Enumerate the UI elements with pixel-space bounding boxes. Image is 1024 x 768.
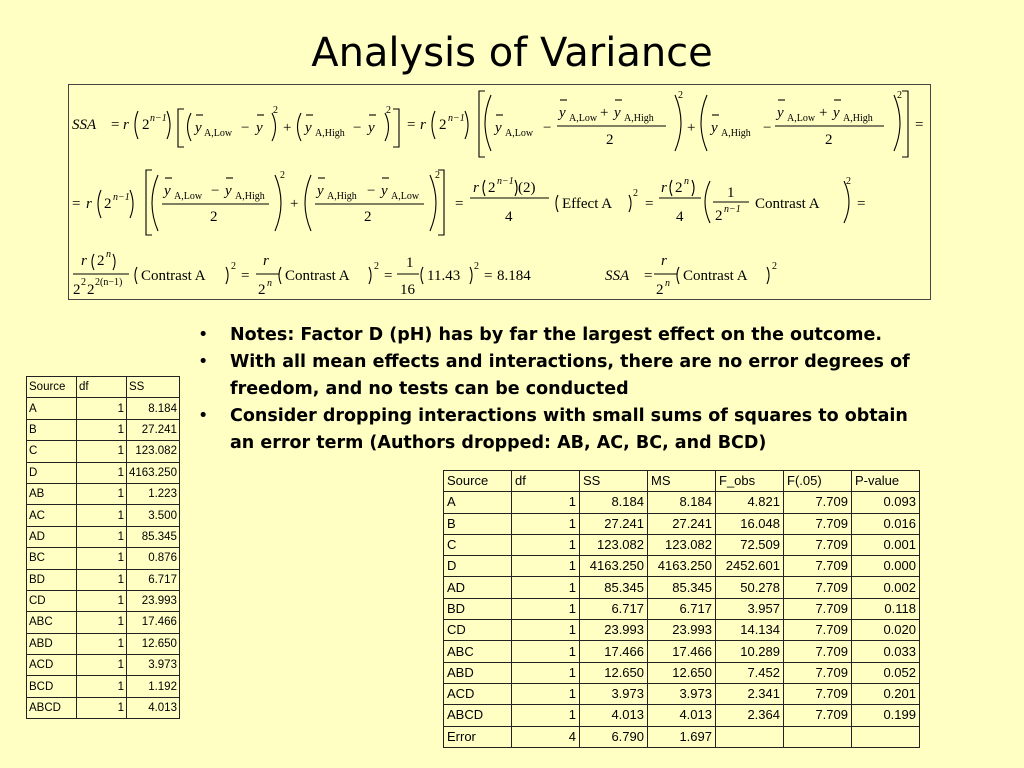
table-cell: 1 [512, 492, 580, 513]
svg-text:8.184: 8.184 [497, 268, 531, 284]
table-cell [716, 726, 784, 747]
svg-text:Contrast A: Contrast A [755, 196, 820, 212]
table-row [27, 441, 180, 462]
svg-text:−: − [241, 120, 250, 136]
table-cell: 1 [512, 641, 580, 662]
svg-text:Effect A: Effect A [562, 196, 613, 212]
table-cell: 123.082 [580, 534, 648, 555]
svg-text:Contrast A: Contrast A [683, 268, 748, 284]
svg-text:y: y [711, 120, 718, 136]
column-header: df [77, 377, 127, 398]
table-cell: BD [27, 569, 77, 590]
svg-text:−: − [543, 120, 552, 136]
svg-text:2: 2 [73, 282, 81, 298]
note-item-3: • Consider dropping interactions with small sums of squares to obtain an error term (Authors dropped: AB, AC, BC, and BCD) [198, 403, 918, 457]
table-cell: 7.709 [784, 513, 852, 534]
notes-list [198, 322, 918, 457]
table-row [27, 505, 180, 526]
table-cell: 0.001 [852, 534, 920, 555]
svg-text:y: y [833, 105, 840, 121]
svg-text:2: 2 [678, 90, 683, 101]
svg-text:2: 2 [439, 117, 447, 133]
note-item-2: • With all mean effects and interactions, there are no error degrees of freedom, and no tests can be conducted [198, 349, 918, 403]
svg-text:2: 2 [846, 176, 851, 187]
svg-text:−: − [763, 120, 772, 136]
table-cell: 72.509 [716, 534, 784, 555]
anova-table [443, 470, 920, 748]
svg-text:y: y [614, 105, 621, 121]
table-cell: 7.709 [784, 641, 852, 662]
svg-text:−: − [367, 183, 376, 199]
svg-text:r: r [420, 117, 426, 133]
table-cell: 8.184 [127, 398, 180, 419]
table-row [27, 462, 180, 483]
svg-text:n: n [665, 278, 670, 289]
svg-text:2: 2 [656, 282, 664, 298]
table-cell: ACD [444, 683, 512, 704]
table-cell: AD [27, 526, 77, 547]
table-cell: 7.709 [784, 620, 852, 641]
svg-text:n−1: n−1 [113, 192, 130, 203]
table-cell: 1 [512, 598, 580, 619]
table-cell: 85.345 [580, 577, 648, 598]
table-cell: 1 [77, 548, 127, 569]
svg-text:(2): (2) [518, 180, 536, 196]
table-cell: C [27, 441, 77, 462]
table-row [444, 726, 920, 747]
table-cell: 85.345 [648, 577, 716, 598]
table-cell: 17.466 [127, 612, 180, 633]
svg-text:2: 2 [364, 209, 372, 225]
slide-title: Analysis of Variance [311, 30, 713, 76]
table-cell: 1 [512, 662, 580, 683]
svg-text:r: r [473, 180, 479, 196]
table-cell: 0.201 [852, 683, 920, 704]
table-cell: 4163.250 [648, 556, 716, 577]
table-cell: 23.993 [127, 590, 180, 611]
table-header-row [444, 471, 920, 492]
svg-text:2: 2 [435, 170, 440, 181]
table-cell: 7.709 [784, 577, 852, 598]
svg-text:A,Low: A,Low [505, 128, 534, 139]
svg-text:A,Low: A,Low [787, 113, 816, 124]
table-cell: 1 [512, 577, 580, 598]
svg-text:A,Low: A,Low [391, 191, 420, 202]
column-header: df [512, 471, 580, 492]
svg-text:4: 4 [505, 209, 513, 225]
table-cell: 123.082 [127, 441, 180, 462]
table-cell: ABC [444, 641, 512, 662]
table-cell: 7.452 [716, 662, 784, 683]
table-cell: 4.013 [580, 705, 648, 726]
table-cell: 0.199 [852, 705, 920, 726]
table-cell: 4.013 [648, 705, 716, 726]
table-cell: 1 [77, 462, 127, 483]
ssa-symbol-final: SSA [605, 268, 630, 284]
svg-text:+: + [283, 120, 292, 136]
table-cell: 0.093 [852, 492, 920, 513]
table-cell: 12.650 [648, 662, 716, 683]
svg-text:+: + [819, 105, 828, 121]
table-cell: 16.048 [716, 513, 784, 534]
table-cell: 1 [77, 526, 127, 547]
svg-text:n: n [684, 176, 689, 187]
table-cell: 10.289 [716, 641, 784, 662]
table-cell: 1 [77, 655, 127, 676]
svg-text:r: r [661, 253, 667, 269]
table-row [27, 590, 180, 611]
svg-text:r: r [86, 196, 92, 212]
svg-text:r: r [263, 253, 269, 269]
table-cell: AD [444, 577, 512, 598]
svg-text:=: = [645, 196, 654, 212]
table-cell: 27.241 [648, 513, 716, 534]
table-cell: 0.052 [852, 662, 920, 683]
table-row [444, 577, 920, 598]
table-cell: 3.973 [127, 655, 180, 676]
svg-text:1: 1 [406, 255, 414, 271]
column-header: F_obs [716, 471, 784, 492]
svg-text:=: = [484, 268, 493, 284]
svg-text:2: 2 [606, 132, 614, 148]
column-header: Source [27, 377, 77, 398]
table-header-row [27, 377, 180, 398]
table-cell: 8.184 [648, 492, 716, 513]
svg-text:A,High: A,High [327, 191, 357, 202]
svg-text:2: 2 [104, 196, 112, 212]
column-header: P-value [852, 471, 920, 492]
table-cell: CD [444, 620, 512, 641]
svg-text:A,High: A,High [721, 128, 751, 139]
table-cell: 7.709 [784, 534, 852, 555]
table-cell: AC [27, 505, 77, 526]
table-cell [784, 726, 852, 747]
table-cell: 2.364 [716, 705, 784, 726]
table-cell: ABCD [27, 697, 77, 718]
table-cell: 0.016 [852, 513, 920, 534]
table-row [444, 513, 920, 534]
svg-text:=: = [455, 196, 464, 212]
table-cell: BCD [27, 676, 77, 697]
table-cell: 7.709 [784, 492, 852, 513]
table-cell: 1 [512, 556, 580, 577]
svg-text:2: 2 [715, 208, 723, 224]
table-cell: 2452.601 [716, 556, 784, 577]
table-cell: ABD [27, 633, 77, 654]
table-cell: 3.973 [580, 683, 648, 704]
column-header: SS [580, 471, 648, 492]
svg-text:y: y [305, 120, 312, 136]
table-cell: 12.650 [127, 633, 180, 654]
table-cell: 4 [512, 726, 580, 747]
svg-text:Contrast A: Contrast A [141, 268, 206, 284]
svg-text:=: = [241, 268, 250, 284]
table-row [444, 705, 920, 726]
table-cell: 6.717 [580, 598, 648, 619]
table-cell: 1 [77, 569, 127, 590]
svg-text:r: r [661, 180, 667, 196]
svg-text:Contrast A: Contrast A [285, 268, 350, 284]
svg-text:A,High: A,High [235, 191, 265, 202]
column-header: SS [127, 377, 180, 398]
table-cell: 1 [77, 612, 127, 633]
svg-text:+: + [687, 120, 696, 136]
svg-text:2: 2 [142, 117, 150, 133]
table-cell: 23.993 [648, 620, 716, 641]
svg-text:y: y [559, 105, 566, 121]
svg-text:A,High: A,High [315, 128, 345, 139]
ssa-symbol: SSA [72, 117, 97, 133]
svg-text:16: 16 [400, 282, 415, 298]
table-row [27, 697, 180, 718]
svg-text:=: = [72, 196, 81, 212]
svg-text:2: 2 [675, 180, 683, 196]
svg-text:2: 2 [772, 261, 777, 272]
svg-text:2: 2 [633, 188, 638, 199]
svg-text:n−1: n−1 [448, 113, 465, 124]
table-cell: 1 [512, 620, 580, 641]
table-cell: B [27, 419, 77, 440]
svg-text:n−1: n−1 [150, 113, 167, 124]
table-cell: 7.709 [784, 556, 852, 577]
svg-text:y: y [225, 183, 232, 199]
table-row [27, 676, 180, 697]
table-cell: 8.184 [580, 492, 648, 513]
table-cell: ABD [444, 662, 512, 683]
table-cell: D [27, 462, 77, 483]
svg-text:2: 2 [87, 282, 95, 298]
table-row [27, 633, 180, 654]
svg-text:=: = [407, 117, 416, 133]
table-cell: B [444, 513, 512, 534]
sum-of-squares-table [26, 376, 180, 719]
svg-text:2: 2 [897, 90, 902, 101]
table-cell: ABC [27, 612, 77, 633]
table-cell: 0.876 [127, 548, 180, 569]
table-row [27, 548, 180, 569]
svg-text:A,High: A,High [843, 113, 873, 124]
svg-text:y: y [777, 105, 784, 121]
svg-text:4: 4 [676, 209, 684, 225]
svg-text:+: + [600, 105, 609, 121]
svg-text:=: = [644, 268, 653, 284]
table-row [27, 569, 180, 590]
svg-text:A,Low: A,Low [174, 191, 203, 202]
table-cell: 6.790 [580, 726, 648, 747]
svg-text:−: − [353, 120, 362, 136]
svg-text:2: 2 [280, 170, 285, 181]
table-cell: 6.717 [127, 569, 180, 590]
svg-text:r: r [81, 253, 87, 269]
table-cell: 0.002 [852, 577, 920, 598]
table-row [27, 398, 180, 419]
table-cell: A [444, 492, 512, 513]
svg-text:2: 2 [231, 261, 236, 272]
table-cell: 1 [77, 483, 127, 504]
table-row [444, 620, 920, 641]
table-cell: 1 [77, 398, 127, 419]
table-cell: 1 [512, 705, 580, 726]
table-row [27, 419, 180, 440]
table-cell: 1 [77, 697, 127, 718]
table-row [27, 526, 180, 547]
table-row [444, 641, 920, 662]
table-cell: 3.957 [716, 598, 784, 619]
svg-text:=: = [111, 117, 120, 133]
table-cell: 1.192 [127, 676, 180, 697]
table-row [444, 534, 920, 555]
svg-text:2: 2 [273, 105, 278, 116]
table-cell: 12.650 [580, 662, 648, 683]
table-row [27, 483, 180, 504]
table-cell: 0.033 [852, 641, 920, 662]
svg-text:1: 1 [727, 185, 735, 201]
table-cell: 3.973 [648, 683, 716, 704]
table-cell: ACD [27, 655, 77, 676]
table-cell: 1.223 [127, 483, 180, 504]
table-cell: 4.013 [127, 697, 180, 718]
table-cell: 27.241 [127, 419, 180, 440]
table-cell: 1 [77, 590, 127, 611]
svg-text:y: y [317, 183, 324, 199]
table-cell: 7.709 [784, 662, 852, 683]
table-cell: 1 [77, 633, 127, 654]
table-cell: 27.241 [580, 513, 648, 534]
table-cell: D [444, 556, 512, 577]
table-cell: 1 [77, 419, 127, 440]
table-cell: C [444, 534, 512, 555]
svg-text:2: 2 [210, 209, 218, 225]
table-cell: 7.709 [784, 598, 852, 619]
table-cell: 3.500 [127, 505, 180, 526]
table-cell: CD [27, 590, 77, 611]
table-row [27, 612, 180, 633]
table-cell: 17.466 [648, 641, 716, 662]
svg-text:2: 2 [374, 261, 379, 272]
table-cell: ABCD [444, 705, 512, 726]
table-row [444, 683, 920, 704]
svg-text:2: 2 [474, 261, 479, 272]
table-cell: 1 [77, 441, 127, 462]
table-cell: 1 [512, 683, 580, 704]
svg-text:2: 2 [81, 277, 86, 288]
svg-text:2: 2 [258, 282, 266, 298]
table-cell: 7.709 [784, 683, 852, 704]
svg-text:y: y [195, 120, 202, 136]
table-cell: 2.341 [716, 683, 784, 704]
table-cell [852, 726, 920, 747]
table-cell: AB [27, 483, 77, 504]
svg-text:11.43: 11.43 [427, 268, 461, 284]
table-cell: 4163.250 [580, 556, 648, 577]
table-cell: BD [444, 598, 512, 619]
column-header: MS [648, 471, 716, 492]
table-row [444, 662, 920, 683]
table-cell: 85.345 [127, 526, 180, 547]
table-cell: Error [444, 726, 512, 747]
table-row [27, 655, 180, 676]
table-cell: 4.821 [716, 492, 784, 513]
svg-text:n−1: n−1 [724, 204, 741, 215]
note-item-1: • Notes: Factor D (pH) has by far the largest effect on the outcome. [198, 322, 918, 349]
table-cell: 4163.250 [127, 462, 180, 483]
table-cell: 0.000 [852, 556, 920, 577]
svg-text:n: n [106, 249, 111, 260]
table-cell: 1 [512, 534, 580, 555]
table-cell: 23.993 [580, 620, 648, 641]
svg-text:=: = [384, 268, 393, 284]
svg-text:y: y [256, 120, 263, 136]
svg-text:r: r [123, 117, 129, 133]
svg-text:2: 2 [97, 253, 105, 269]
table-cell: BC [27, 548, 77, 569]
table-row [444, 492, 920, 513]
svg-text:A,Low: A,Low [569, 113, 598, 124]
svg-text:n−1: n−1 [497, 176, 514, 187]
svg-text:=: = [915, 117, 924, 133]
table-cell: 6.717 [648, 598, 716, 619]
svg-text:2: 2 [825, 132, 833, 148]
table-cell: 50.278 [716, 577, 784, 598]
table-cell: 1.697 [648, 726, 716, 747]
table-cell: 123.082 [648, 534, 716, 555]
column-header: Source [444, 471, 512, 492]
svg-text:−: − [211, 183, 220, 199]
svg-text:=: = [857, 196, 866, 212]
svg-text:2: 2 [386, 105, 391, 116]
table-cell: 1 [512, 513, 580, 534]
column-header: F(.05) [784, 471, 852, 492]
table-cell: 0.020 [852, 620, 920, 641]
svg-text:y: y [381, 183, 388, 199]
svg-text:+: + [290, 196, 299, 212]
svg-text:A,Low: A,Low [204, 128, 233, 139]
table-cell: 1 [77, 505, 127, 526]
table-cell: 17.466 [580, 641, 648, 662]
svg-text:2(n−1): 2(n−1) [95, 277, 123, 288]
ssa-derivation-formula [68, 84, 931, 300]
svg-text:n: n [267, 278, 272, 289]
svg-text:2: 2 [488, 180, 496, 196]
svg-text:y: y [495, 120, 502, 136]
table-cell: 1 [77, 676, 127, 697]
svg-text:A,High: A,High [624, 113, 654, 124]
table-row [444, 556, 920, 577]
table-row [444, 598, 920, 619]
table-cell: 14.134 [716, 620, 784, 641]
table-cell: 7.709 [784, 705, 852, 726]
svg-text:y: y [164, 183, 171, 199]
table-cell: A [27, 398, 77, 419]
svg-text:y: y [368, 120, 375, 136]
table-cell: 0.118 [852, 598, 920, 619]
